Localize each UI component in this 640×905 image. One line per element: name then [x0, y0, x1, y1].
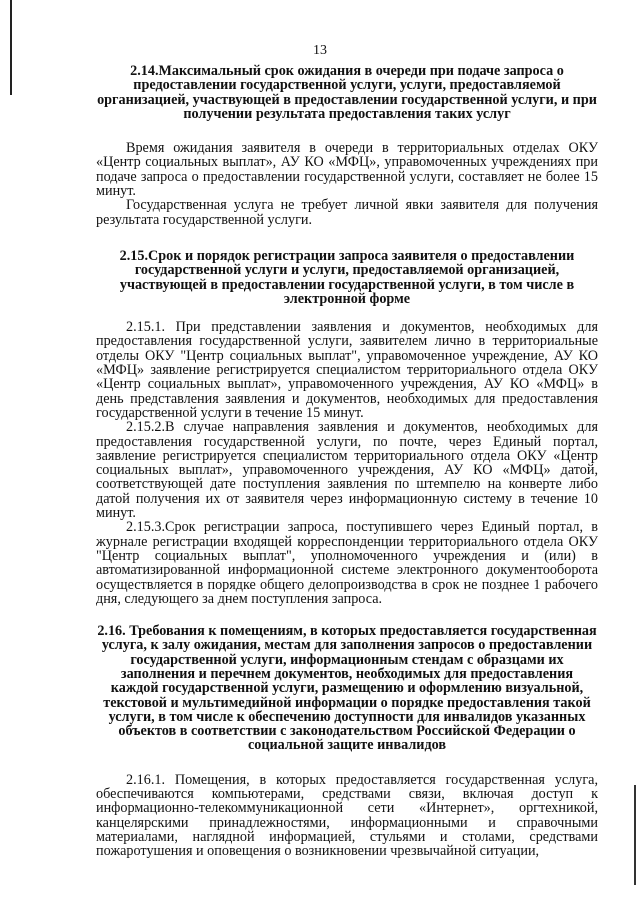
section-2-15-heading: 2.15.Срок и порядок регистрации запроса заявителя о предоставлении государственной услуги и услуги, предоставляемой организацией, участвующей в предоставлении государственной услуги, в том числе в электронной форме [119, 247, 575, 307]
section-2-14-heading: 2.14.Максимальный срок ожидания в очереди при подаче запроса о предоставлении государственной услуги, услуги, предоставляемой организацией, участвующей в предоставлении государственной услуги, и при получении результата предоставления таких услуг [97, 63, 597, 122]
section-2-15-paragraph-1: 2.15.1. При представлении заявления и документов, необходимых для предоставления государственной услуги, заявителем лично в территориальные отделы ОКУ "Центр социальных выплат", управомоченное учреждение, АУ КО «МФЦ» заявление регистрируется специалистом территориального отдела ОКУ «Центр социальных выплат», управомоченного учреждения, АУ КО «МФЦ» в день представления заявления и документов, необходимых для предоставления государственной услуги в течение 15 минут. [96, 319, 598, 421]
section-2-15-paragraph-3: 2.15.3.Срок регистрации запроса, поступившего через Единый портал, в журнале регистрации входящей корреспонденции территориального отдела ОКУ "Центр социальных выплат", уполномоченного учреждения и (или) в автоматизированной информационной системе электронного документооборота осуществляется в порядке общего делопроизводства в срок не позднее 1 рабочего дня, следующего за днем поступления запроса. [96, 519, 598, 607]
section-2-14-paragraph-1: Время ожидания заявителя в очереди в территориальных отделах ОКУ «Центр социальных выплат», АУ КО «МФЦ», управомоченных учреждениях при подаче запроса о предоставлении государственной услуги, составляет не более 15 минут. [96, 140, 598, 200]
section-2-14-paragraph-2: Государственная услуга не требует личной явки заявителя для получения результата государственной услуги. [96, 197, 598, 228]
document-body [96, 64, 598, 859]
section-2-16-paragraph-1: 2.16.1. Помещения, в которых предоставляется государственная услуга, обеспечиваются компьютерами, средствами связи, включая доступ к информационно-телекоммуникационной сети «Интернет», оргтехникой, канцелярскими принадлежностями, информационными и справочными материалами, наглядной информацией, стульями и столами, средствами пожаротушения и оповещения о возникновении чрезвычайной ситуации, [96, 771, 598, 860]
section-2-16-heading: 2.16. Требования к помещениям, в которых предоставляется государственная услуга, к залу ожидания, местам для заполнения запросов о предоставлении государственной услуги, информационным стендам с образцами их заполнения и перечнем документов, необходимых для предоставления каждой государственной услуги, размещению и оформлению визуальной, текстовой и мультимедийной информации о порядке предоставления такой услуги, в том числе к обеспечению доступности для инвалидов указанных объектов в соответствии с законодательством Российской Федерации о социальной защите инвалидов [97, 623, 597, 754]
section-2-15-paragraph-2: 2.15.2.В случае направления заявления и документов, необходимых для предоставления государственной услуги, по почте, через Единый портал, заявление регистрируется специалистом территориального отдела ОКУ «Центр социальных выплат», управомоченного учреждения, АУ КО «МФЦ» датой, соответствующей дате поступления заявления по штемпелю на конверте либо датой получения их от заявителя через информационную систему в течение 10 минут. [96, 419, 598, 522]
scan-edge-right [634, 785, 636, 885]
page-number: 13 [313, 43, 327, 58]
